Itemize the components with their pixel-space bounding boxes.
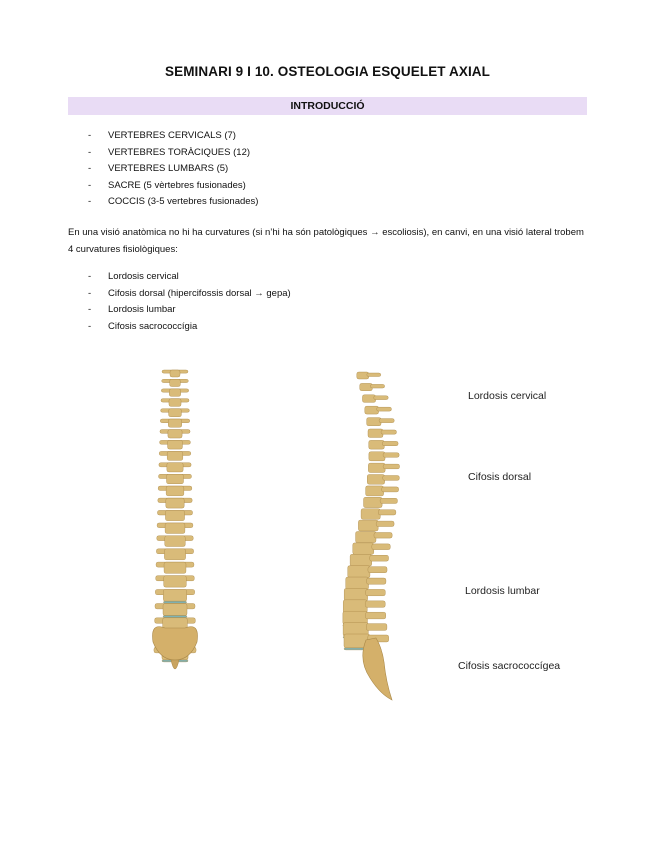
vertebra — [169, 389, 180, 397]
vertebra-process — [367, 578, 386, 584]
vertebra-process — [366, 589, 386, 595]
vertebra-process — [372, 544, 391, 550]
vertebra-process — [365, 612, 385, 619]
vertebra — [169, 399, 181, 407]
vertebra — [367, 475, 384, 485]
vertebra — [366, 486, 384, 496]
vertebra — [163, 589, 186, 601]
vertebra — [167, 463, 183, 472]
vertebra — [368, 429, 383, 438]
vertebra — [348, 566, 370, 578]
vertebra — [358, 520, 378, 531]
vertebra — [165, 523, 185, 534]
vertebra-process — [383, 476, 400, 481]
vertebra — [164, 549, 185, 560]
vertebra-process — [379, 419, 394, 423]
vertebra — [167, 474, 184, 484]
vertebra-process — [378, 510, 396, 515]
list-item: - SACRE (5 vèrtebres fusionades) — [88, 179, 246, 191]
vertebra — [350, 554, 372, 566]
vertebra — [365, 406, 379, 414]
section-heading: INTRODUCCIÓ — [68, 97, 587, 115]
vertebra — [164, 576, 187, 588]
vertebra — [166, 498, 184, 508]
list-item: - Cifosis dorsal (hipercifossis dorsal → gepa) — [88, 287, 291, 299]
vertebra — [369, 452, 385, 461]
vertebra-process — [370, 555, 389, 561]
vertebra-process — [366, 624, 387, 631]
intervertebral-disc — [163, 601, 186, 603]
vertebra-process — [383, 453, 399, 458]
list-item: - VERTEBRES CERVICALS (7) — [88, 130, 236, 141]
vertebra-process — [365, 601, 385, 608]
vertebra — [165, 510, 184, 520]
vertebra — [367, 418, 381, 426]
vertebra-process — [376, 521, 394, 526]
vertebra-process — [382, 487, 399, 492]
vertebra — [163, 604, 187, 616]
vertebra-process — [368, 567, 387, 573]
vertebra — [356, 531, 376, 542]
vertebra — [361, 509, 380, 520]
vertebra-process — [370, 384, 384, 388]
label-lordosis-cervical: Lordosis cervical — [468, 390, 547, 402]
spine-front-illustration — [115, 360, 235, 715]
vertebrae-list — [88, 128, 258, 211]
vertebra — [344, 588, 367, 601]
curvatures-paragraph: En una visió anatòmica no hi ha curvatures (si n’hi ha són patològiques → escoliosis), en canvi, en una visió lateral trobem 4 curvatures fisiològiques: — [68, 227, 584, 255]
vertebra — [369, 440, 385, 449]
curvatures-list — [88, 269, 291, 335]
vertebra-process — [382, 441, 398, 445]
vertebra — [169, 409, 182, 417]
list-item: - Lordosis cervical — [88, 271, 179, 282]
vertebra — [166, 486, 184, 496]
list-item: - Lordosis lumbar — [88, 304, 176, 316]
vertebra-process — [377, 407, 392, 411]
vertebra — [164, 562, 186, 573]
list-item: - Cifosis sacrococcígia — [88, 320, 198, 332]
vertebra — [168, 430, 182, 439]
list-item: - VERTEBRES TORÀCIQUES (12) — [88, 146, 251, 158]
list-item: - VERTEBRES LUMBARS (5) — [88, 163, 229, 175]
vertebra — [168, 419, 182, 427]
vertebra — [167, 451, 183, 460]
vertebra — [165, 536, 186, 547]
vertebra-process — [380, 498, 397, 503]
vertebra — [170, 370, 180, 377]
vertebra — [170, 379, 181, 386]
vertebra — [364, 497, 383, 507]
vertebra-process — [374, 532, 392, 538]
list-item: - COCCIS (3-5 vertebres fusionades) — [88, 196, 259, 208]
label-cifosis-dorsal: Cifosis dorsal — [468, 471, 532, 483]
vertebra-process — [367, 373, 381, 377]
vertebra-process — [381, 430, 397, 434]
vertebra — [346, 577, 369, 589]
vertebra — [353, 543, 374, 555]
vertebra — [168, 440, 183, 449]
intervertebral-disc — [163, 616, 187, 618]
vertebra — [343, 600, 367, 613]
page-title: SEMINARI 9 I 10. OSTEOLOGIA ESQUELET AXIAL — [165, 64, 490, 79]
label-cifosis-sacrococcigea: Cifosis sacrococcígea — [458, 660, 561, 672]
vertebra-process — [383, 464, 399, 469]
vertebra — [368, 463, 385, 472]
label-lordosis-lumbar: Lordosis lumbar — [465, 585, 540, 597]
vertebra-process — [374, 396, 389, 400]
